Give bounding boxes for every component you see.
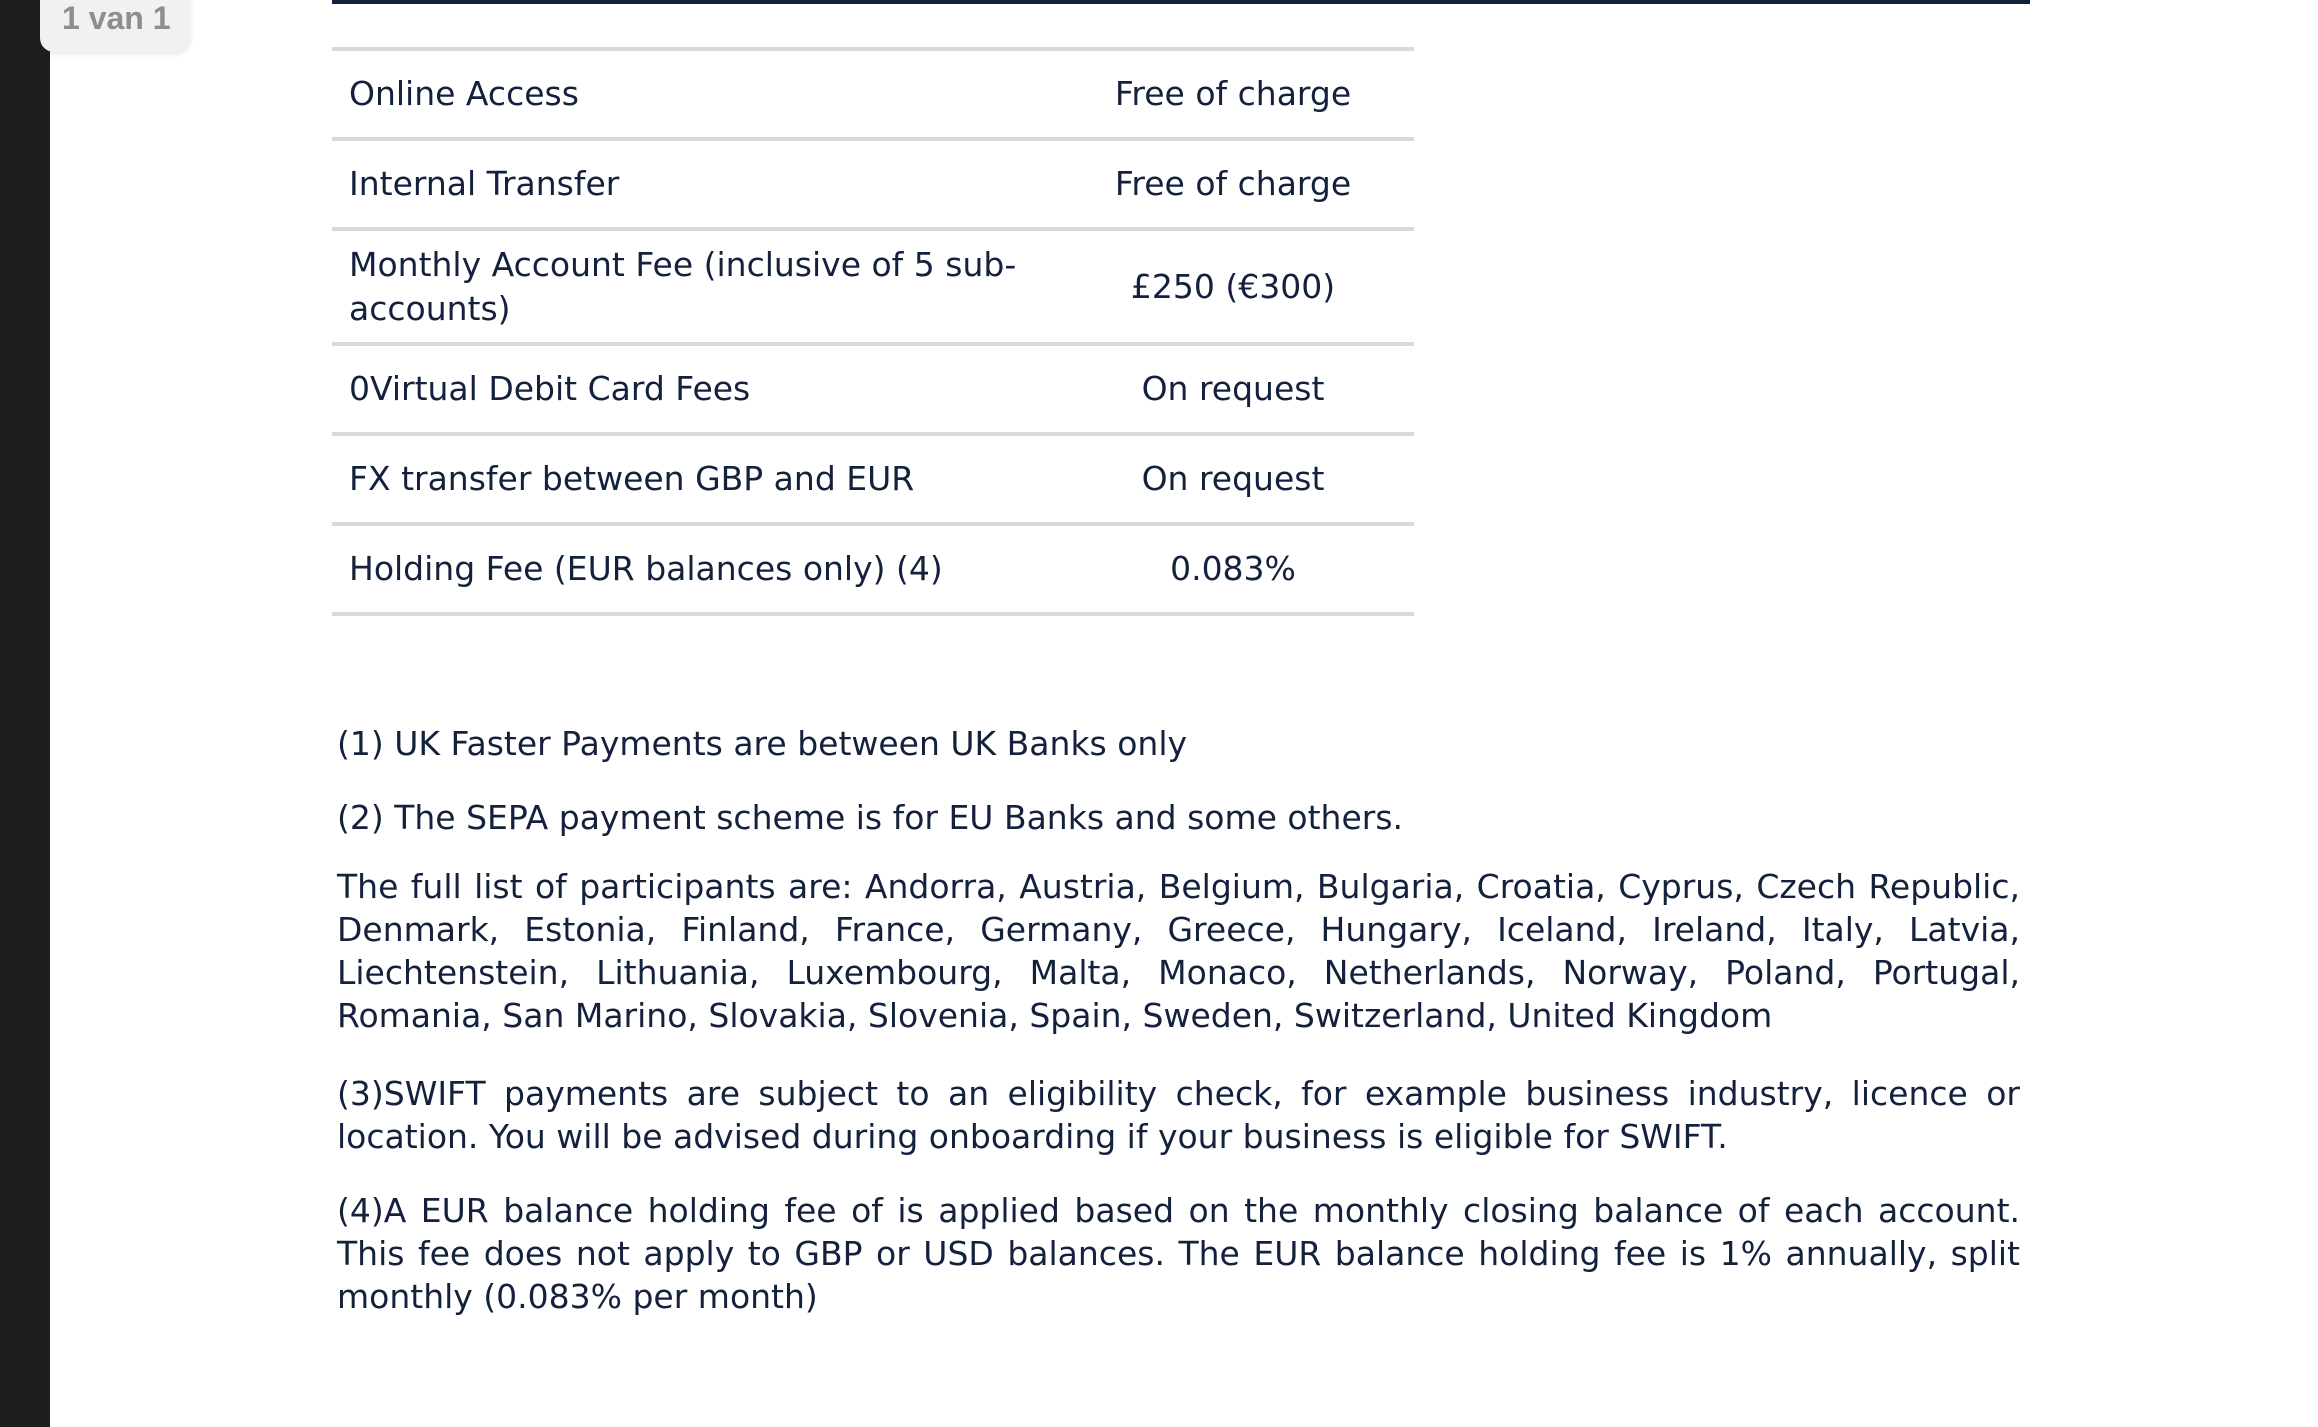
fee-value: Free of charge bbox=[1114, 164, 1352, 203]
fee-label: FX transfer between GBP and EUR bbox=[349, 459, 915, 498]
table-row bbox=[332, 141, 1414, 231]
table-row bbox=[332, 436, 1414, 526]
document-page bbox=[50, 0, 2318, 1427]
fee-table bbox=[332, 47, 1414, 616]
fee-value: On request bbox=[1141, 369, 1325, 408]
footnote-1: (1) UK Faster Payments are between UK Banks only bbox=[337, 724, 1188, 763]
footnote-2: (2) The SEPA payment scheme is for EU Banks and some others. bbox=[337, 798, 1404, 837]
fee-value: Free of charge bbox=[1114, 74, 1352, 113]
fee-label: 0Virtual Debit Card Fees bbox=[349, 369, 751, 408]
viewer-sidebar bbox=[0, 0, 50, 1427]
fee-value: £250 (€300) bbox=[1130, 266, 1336, 306]
fee-value: On request bbox=[1141, 459, 1325, 498]
header-rule bbox=[332, 0, 2030, 4]
fee-label: Holding Fee (EUR balances only) (4) bbox=[349, 549, 943, 588]
fee-label: Internal Transfer bbox=[349, 164, 620, 203]
fee-label: Online Access bbox=[349, 74, 579, 113]
footnote-3: (3)SWIFT payments are subject to an eligibility check, for example business industry, licence or location. You will be advised during onboarding if your business is eligible for SWIFT. bbox=[337, 1074, 2020, 1156]
fee-value: 0.083% bbox=[1170, 549, 1296, 588]
footnote-4: (4)A EUR balance holding fee of is applied based on the monthly closing balance of each account. This fee does not apply to GBP or USD balances. The EUR balance holding fee is 1% annually, split monthly (0.083% per month) bbox=[337, 1191, 2020, 1316]
table-row bbox=[332, 346, 1414, 436]
page-indicator: 1 van 1 bbox=[40, 0, 190, 52]
table-row bbox=[332, 526, 1414, 616]
sepa-participants: The full list of participants are: Andorra, Austria, Belgium, Bulgaria, Croatia, Cyprus, Czech Republic, Denmark, Estonia, Finland, France, Germany, Greece, Hungary, Iceland, Ireland, Italy, Latvia, Liechtenstein, Lithuania, Luxembourg, Malta, Monaco, Netherlands, Norway, Poland, Portugal, Romania, San Marino, Slovakia, Slovenia, Spain, Sweden, Switzerland, United Kingdom bbox=[337, 867, 2020, 1035]
table-row bbox=[332, 51, 1414, 141]
table-row bbox=[332, 231, 1414, 346]
fee-label: Monthly Account Fee (inclusive of 5 sub-accounts) bbox=[349, 244, 1017, 328]
